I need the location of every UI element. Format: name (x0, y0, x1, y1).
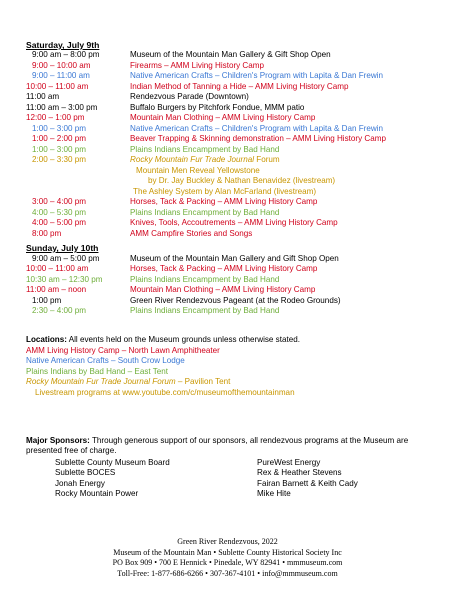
journal-title: Rocky Mountain Fur Trade Journal (130, 155, 255, 164)
event-description: Museum of the Mountain Man Gallery and Gift Shop Open (130, 253, 339, 263)
event-description: Knives, Tools, Accoutrements – AMM Living History Camp (130, 218, 338, 227)
event-description: Mountain Man Clothing – AMM Living History Camp (130, 285, 316, 294)
event-time: 2:30 – 4:00 pm (32, 306, 86, 315)
forum-talk-line: Mountain Men Reveal Yellowstone (136, 165, 260, 175)
event-description: Rendezvous Parade (Downtown) (130, 92, 249, 101)
locations-intro-text: All events held on the Museum grounds unless otherwise stated. (66, 335, 300, 344)
sponsor-name: Sublette County Museum Board (55, 457, 170, 467)
sunday-heading: Sunday, July 10th (26, 243, 99, 253)
event-description (130, 155, 280, 165)
footer-contact: Toll-Free: 1-877-686-6266 • 307-367-4101 • info@mmmuseum.com (117, 568, 338, 578)
sponsor-name: Rocky Mountain Power (55, 489, 139, 498)
footer (0, 537, 455, 579)
footer-address: PO Box 909 • 700 E Hennick • Pinedale, WY 82941 • mmmuseum.com (112, 558, 343, 567)
event-description: Horses, Tack & Packing – AMM Living History Camp (130, 264, 318, 273)
event-time: 10:30 am – 12:30 pm (26, 274, 103, 284)
event-description: Green River Rendezvous Pageant (at the Rodeo Grounds) (130, 295, 341, 305)
sponsor-name: Rex & Heather Stevens (257, 468, 342, 477)
event-time: 12:00 – 1:00 pm (26, 113, 85, 122)
event-description: Mountain Man Clothing – AMM Living History Camp (130, 113, 316, 122)
event-time: 2:00 – 3:30 pm (32, 155, 86, 164)
livestream-link-text: Livestream programs at www.youtube.com/c/museumofthemountainman (35, 387, 295, 397)
sponsor-name: PureWest Energy (257, 457, 321, 467)
sponsors-intro (26, 436, 434, 456)
forum-location: – Pavilion Tent (175, 377, 231, 386)
location-native-crafts: Native American Crafts – South Crow Lodge (26, 356, 185, 365)
forum-talk-line: The Ashley System by Alan McFarland (livestream) (133, 186, 317, 196)
event-time: 11:00 am (26, 92, 60, 101)
event-description: Buffalo Burgers by Pitchfork Fondue, MMM patio (130, 102, 305, 112)
event-time: 9:00 am – 8:00 pm (32, 50, 100, 59)
event-time: 9:00 am – 5:00 pm (32, 253, 100, 263)
event-description: Native American Crafts – Children's Program with Lapita & Dan Frewin (130, 71, 384, 80)
event-description: Indian Method of Tanning a Hide – AMM Living History Camp (130, 81, 349, 91)
event-time: 1:00 – 3:00 pm (32, 123, 86, 133)
event-time: 10:00 – 11:00 am (26, 264, 89, 273)
sponsor-name: Mike Hite (257, 489, 291, 498)
event-time: 4:00 – 5:30 pm (32, 207, 86, 217)
event-time: 8:00 pm (32, 228, 62, 238)
event-description: Beaver Trapping & Skinning demonstration – AMM Living History Camp (130, 134, 386, 143)
location-forum (26, 377, 230, 387)
event-description: Plains Indians Encampment by Bad Hand (130, 144, 280, 154)
footer-organization: Museum of the Mountain Man • Sublette County Historical Society Inc (113, 547, 342, 557)
locations-intro (26, 335, 300, 345)
locations-label: Locations: (26, 335, 67, 344)
event-description: Horses, Tack & Packing – AMM Living History Camp (130, 197, 318, 206)
location-plains-indians: Plains Indians by Bad Hand – East Tent (26, 366, 169, 376)
event-time: 11:00 am – noon (26, 285, 87, 294)
event-time: 4:00 – 5:00 pm (32, 218, 86, 227)
sponsor-name: Sublette BOCES (55, 468, 116, 477)
event-time: 1:00 – 2:00 pm (32, 134, 86, 143)
event-time: 10:00 – 11:00 am (26, 81, 89, 91)
sponsor-name: Fairan Barnett & Keith Cady (257, 478, 358, 488)
sponsors-label: Major Sponsors: (26, 436, 90, 445)
sponsor-name: Jonah Energy (55, 478, 105, 488)
event-description: Native American Crafts – Children's Program with Lapita & Dan Frewin (130, 123, 384, 133)
forum-word: Forum (254, 155, 280, 164)
event-time: 11:00 am – 3:00 pm (26, 102, 98, 112)
event-time: 3:00 – 4:00 pm (32, 197, 86, 206)
forum-title: Rocky Mountain Fur Trade Journal Forum (26, 377, 176, 386)
event-description: Museum of the Mountain Man Gallery & Gift Shop Open (130, 50, 331, 59)
event-time: 1:00 pm (32, 295, 62, 305)
saturday-heading: Saturday, July 9th (26, 40, 100, 50)
event-description: Plains Indians Encampment by Bad Hand (130, 274, 280, 284)
event-time: 1:00 – 3:00 pm (32, 144, 86, 154)
event-description: Plains Indians Encampment by Bad Hand (130, 306, 280, 315)
sponsors-text: Through generous support of our sponsors, all rendezvous programs at the Museum are presented free of charge. (26, 436, 409, 455)
forum-talk-line: by Dr. Jay Buckley & Nathan Benavidez (livestream) (148, 176, 336, 185)
footer-title: Green River Rendezvous, 2022 (177, 537, 278, 546)
location-amm: AMM Living History Camp – North Lawn Amphitheater (26, 345, 220, 355)
event-time: 9:00 – 11:00 am (32, 71, 90, 80)
event-description: AMM Campfire Stories and Songs (130, 228, 253, 238)
event-description: Plains Indians Encampment by Bad Hand (130, 207, 280, 217)
event-description: Firearms – AMM Living History Camp (130, 60, 265, 70)
event-time: 9:00 – 10:00 am (32, 60, 91, 70)
